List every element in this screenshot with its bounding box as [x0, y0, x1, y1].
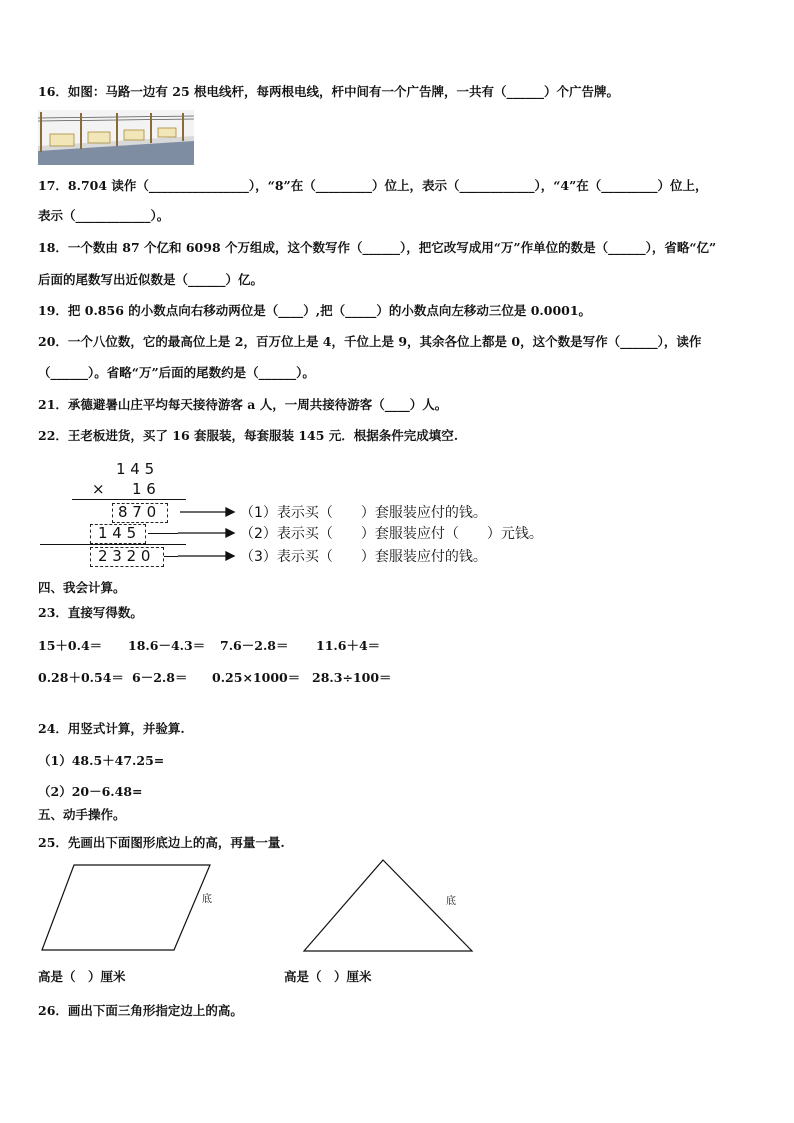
- mult-rule-1: [72, 499, 186, 500]
- annotation-1: （1）表示买（ ）套服装应付的钱。: [240, 505, 487, 521]
- calc-7: 0.25×1000＝: [212, 670, 301, 685]
- question-22: 22．王老板进货，买了 16 套服装，每套服装 145 元．根据条件完成填空.: [38, 428, 459, 443]
- calc-8: 28.3÷100＝: [312, 670, 392, 685]
- question-26: 26．画出下面三角形指定边上的高。: [38, 1003, 243, 1018]
- arrow-2-icon: [226, 529, 234, 537]
- calc-4: 11.6＋4＝: [316, 638, 381, 653]
- question-24-1: （1）48.5＋47.25=: [38, 753, 165, 768]
- mult-operator: ×: [92, 480, 105, 498]
- question-18-line2: 后面的尾数写出近似数是（______）亿。: [38, 272, 264, 287]
- question-17-line2: 表示（____________）。: [38, 208, 170, 223]
- triangle-height-answer: 高是（ ）厘米: [284, 969, 372, 984]
- calc-5: 0.28＋0.54＝: [38, 670, 124, 685]
- arrow-3-tail: [164, 556, 178, 557]
- partial-product-1: 8 7 0: [118, 503, 157, 521]
- calc-3: 7.6－2.8＝: [220, 638, 289, 653]
- mult-top-number: 1 4 5: [116, 460, 155, 478]
- section-4-heading: 四、我会计算。: [38, 580, 126, 595]
- question-17-line1: 17．8.704 读作（________________），“8”在（_________）位上，表示（____________），“4”在（_________）位上，: [38, 178, 708, 193]
- arrows-group: [178, 503, 238, 567]
- parallelogram-height-answer: 高是（ ）厘米: [38, 969, 126, 984]
- question-21: 21．承德避暑山庄平均每天接待游客 a 人，一周共接待游客（____）人。: [38, 397, 448, 412]
- calc-6: 6－2.8＝: [132, 670, 188, 685]
- arrow-3-icon: [226, 552, 234, 560]
- parallelogram-base-label: 底: [202, 894, 212, 905]
- question-20-line2: （______）。省略“万”后面的尾数约是（______）。: [38, 365, 315, 380]
- question-16: 16．如图：马路一边有 25 根电线杆，每两根电线，杆中间有一个广告牌，一共有（______）个广告牌。: [38, 84, 619, 99]
- street-poles-illustration: [38, 110, 194, 165]
- annotation-3: （3）表示买（ ）套服装应付的钱。: [240, 549, 487, 565]
- question-24: 24．用竖式计算，并验算.: [38, 721, 185, 736]
- question-20-line1: 20．一个八位数，它的最高位上是 2，百万位上是 4，千位上是 9，其余各位上都是 0，这个数是写作（______），读作: [38, 334, 702, 349]
- question-19: 19．把 0.856 的小数点向右移动两位是（____）,把（_____）的小数点向左移动三位是 0.0001。: [38, 303, 592, 318]
- calc-2: 18.6－4.3＝: [128, 638, 206, 653]
- arrow-2-tail: [148, 533, 178, 534]
- partial-product-2: 1 4 5: [98, 524, 137, 542]
- mult-result: 2 3 2 0: [98, 547, 151, 565]
- arrow-1-icon: [226, 508, 234, 516]
- annotation-2: （2）表示买（ ）套服装应付（ ）元钱。: [240, 526, 543, 542]
- triangle-base-label: 底: [446, 896, 456, 907]
- mult-second-number: 1 6: [132, 480, 156, 498]
- section-5-heading: 五、动手操作。: [38, 807, 126, 822]
- question-24-2: （2）20－6.48=: [38, 784, 143, 799]
- question-25: 25．先画出下面图形底边上的高，再量一量.: [38, 835, 285, 850]
- parallelogram-figure: [38, 860, 218, 955]
- mult-rule-2: [40, 544, 186, 545]
- calc-1: 15＋0.4＝: [38, 638, 103, 653]
- question-18-line1: 18．一个数由 87 个亿和 6098 个万组成，这个数写作（______），把它改写成用“万”作单位的数是（______），省略“亿”: [38, 240, 717, 255]
- question-23: 23．直接写得数。: [38, 605, 143, 620]
